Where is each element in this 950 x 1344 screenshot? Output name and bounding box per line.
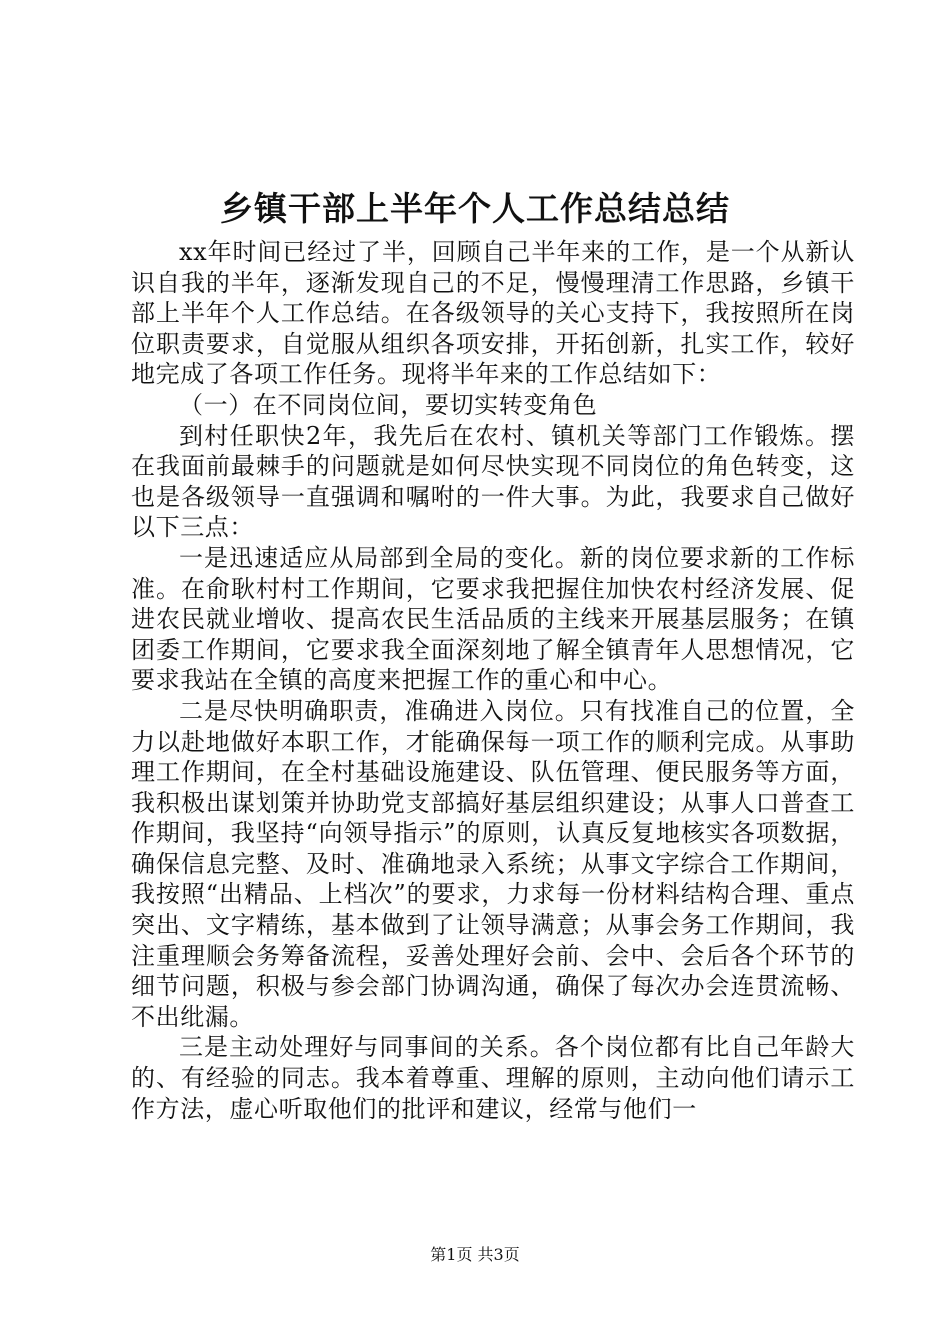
document-title: 乡镇干部上半年个人工作总结总结 (220, 189, 730, 228)
paragraph-point-one: 一是迅速适应从局部到全局的变化。新的岗位要求新的工作标准。在俞耿村村工作期间，它要求我把握住加快农村经济发展、促进农民就业增收、提高农民生活品质的主线来开展基层服务；在镇团委工作期间，它要求我全面深刻地了解全镇青年人思想情况，它要求我站在全镇的高度来把握工作的重心和中心。 (131, 543, 855, 695)
paragraph-point-three: 三是主动处理好与同事间的关系。各个岗位都有比自己年龄大的、有经验的同志。我本着尊重、理解的原则，主动向他们请示工作方法，虚心听取他们的批评和建议，经常与他们一 (131, 1033, 855, 1123)
paragraph-role-change: 到村任职快2年，我先后在农村、镇机关等部门工作锻炼。摆在我面前最棘手的问题就是如何尽快实现不同岗位的角色转变，这也是各级领导一直强调和嘱咐的一件大事。为此，我要求自己做好以下三点： (131, 421, 855, 542)
document-body (131, 237, 855, 1124)
paragraph-point-two: 二是尽快明确职责，准确进入岗位。只有找准自己的位置，全力以赴地做好本职工作，才能确保每一项工作的顺利完成。从事助理工作期间，在全村基础设施建设、队伍管理、便民服务等方面，我积极出谋划策并协助党支部搞好基层组织建设；从事人口普查工作期间，我坚持“向领导指示”的原则，认真反复地核实各项数据，确保信息完整、及时、准确地录入系统；从事文字综合工作期间，我按照“出精品、上档次”的要求，力求每一份材料结构合理、重点突出、文字精练，基本做到了让领导满意；从事会务工作期间，我注重理顺会务筹备流程，妥善处理好会前、会中、会后各个环节的细节问题，积极与参会部门协调沟通，确保了每次办会连贯流畅、不出纰漏。 (131, 696, 855, 1031)
section-heading-1: （一）在不同岗位间，要切实转变角色 (179, 390, 598, 419)
page-footer: 第1页 共3页 (430, 1245, 520, 1264)
paragraph-intro: xx年时间已经过了半，回顾自己半年来的工作，是一个从新认识自我的半年，逐渐发现自己的不足，慢慢理清工作思路，乡镇干部上半年个人工作总结。在各级领导的关心支持下，我按照所在岗位职责要求，自觉服从组织各项安排，开拓创新，扎实工作，较好地完成了各项工作任务。现将半年来的工作总结如下： (131, 238, 855, 389)
